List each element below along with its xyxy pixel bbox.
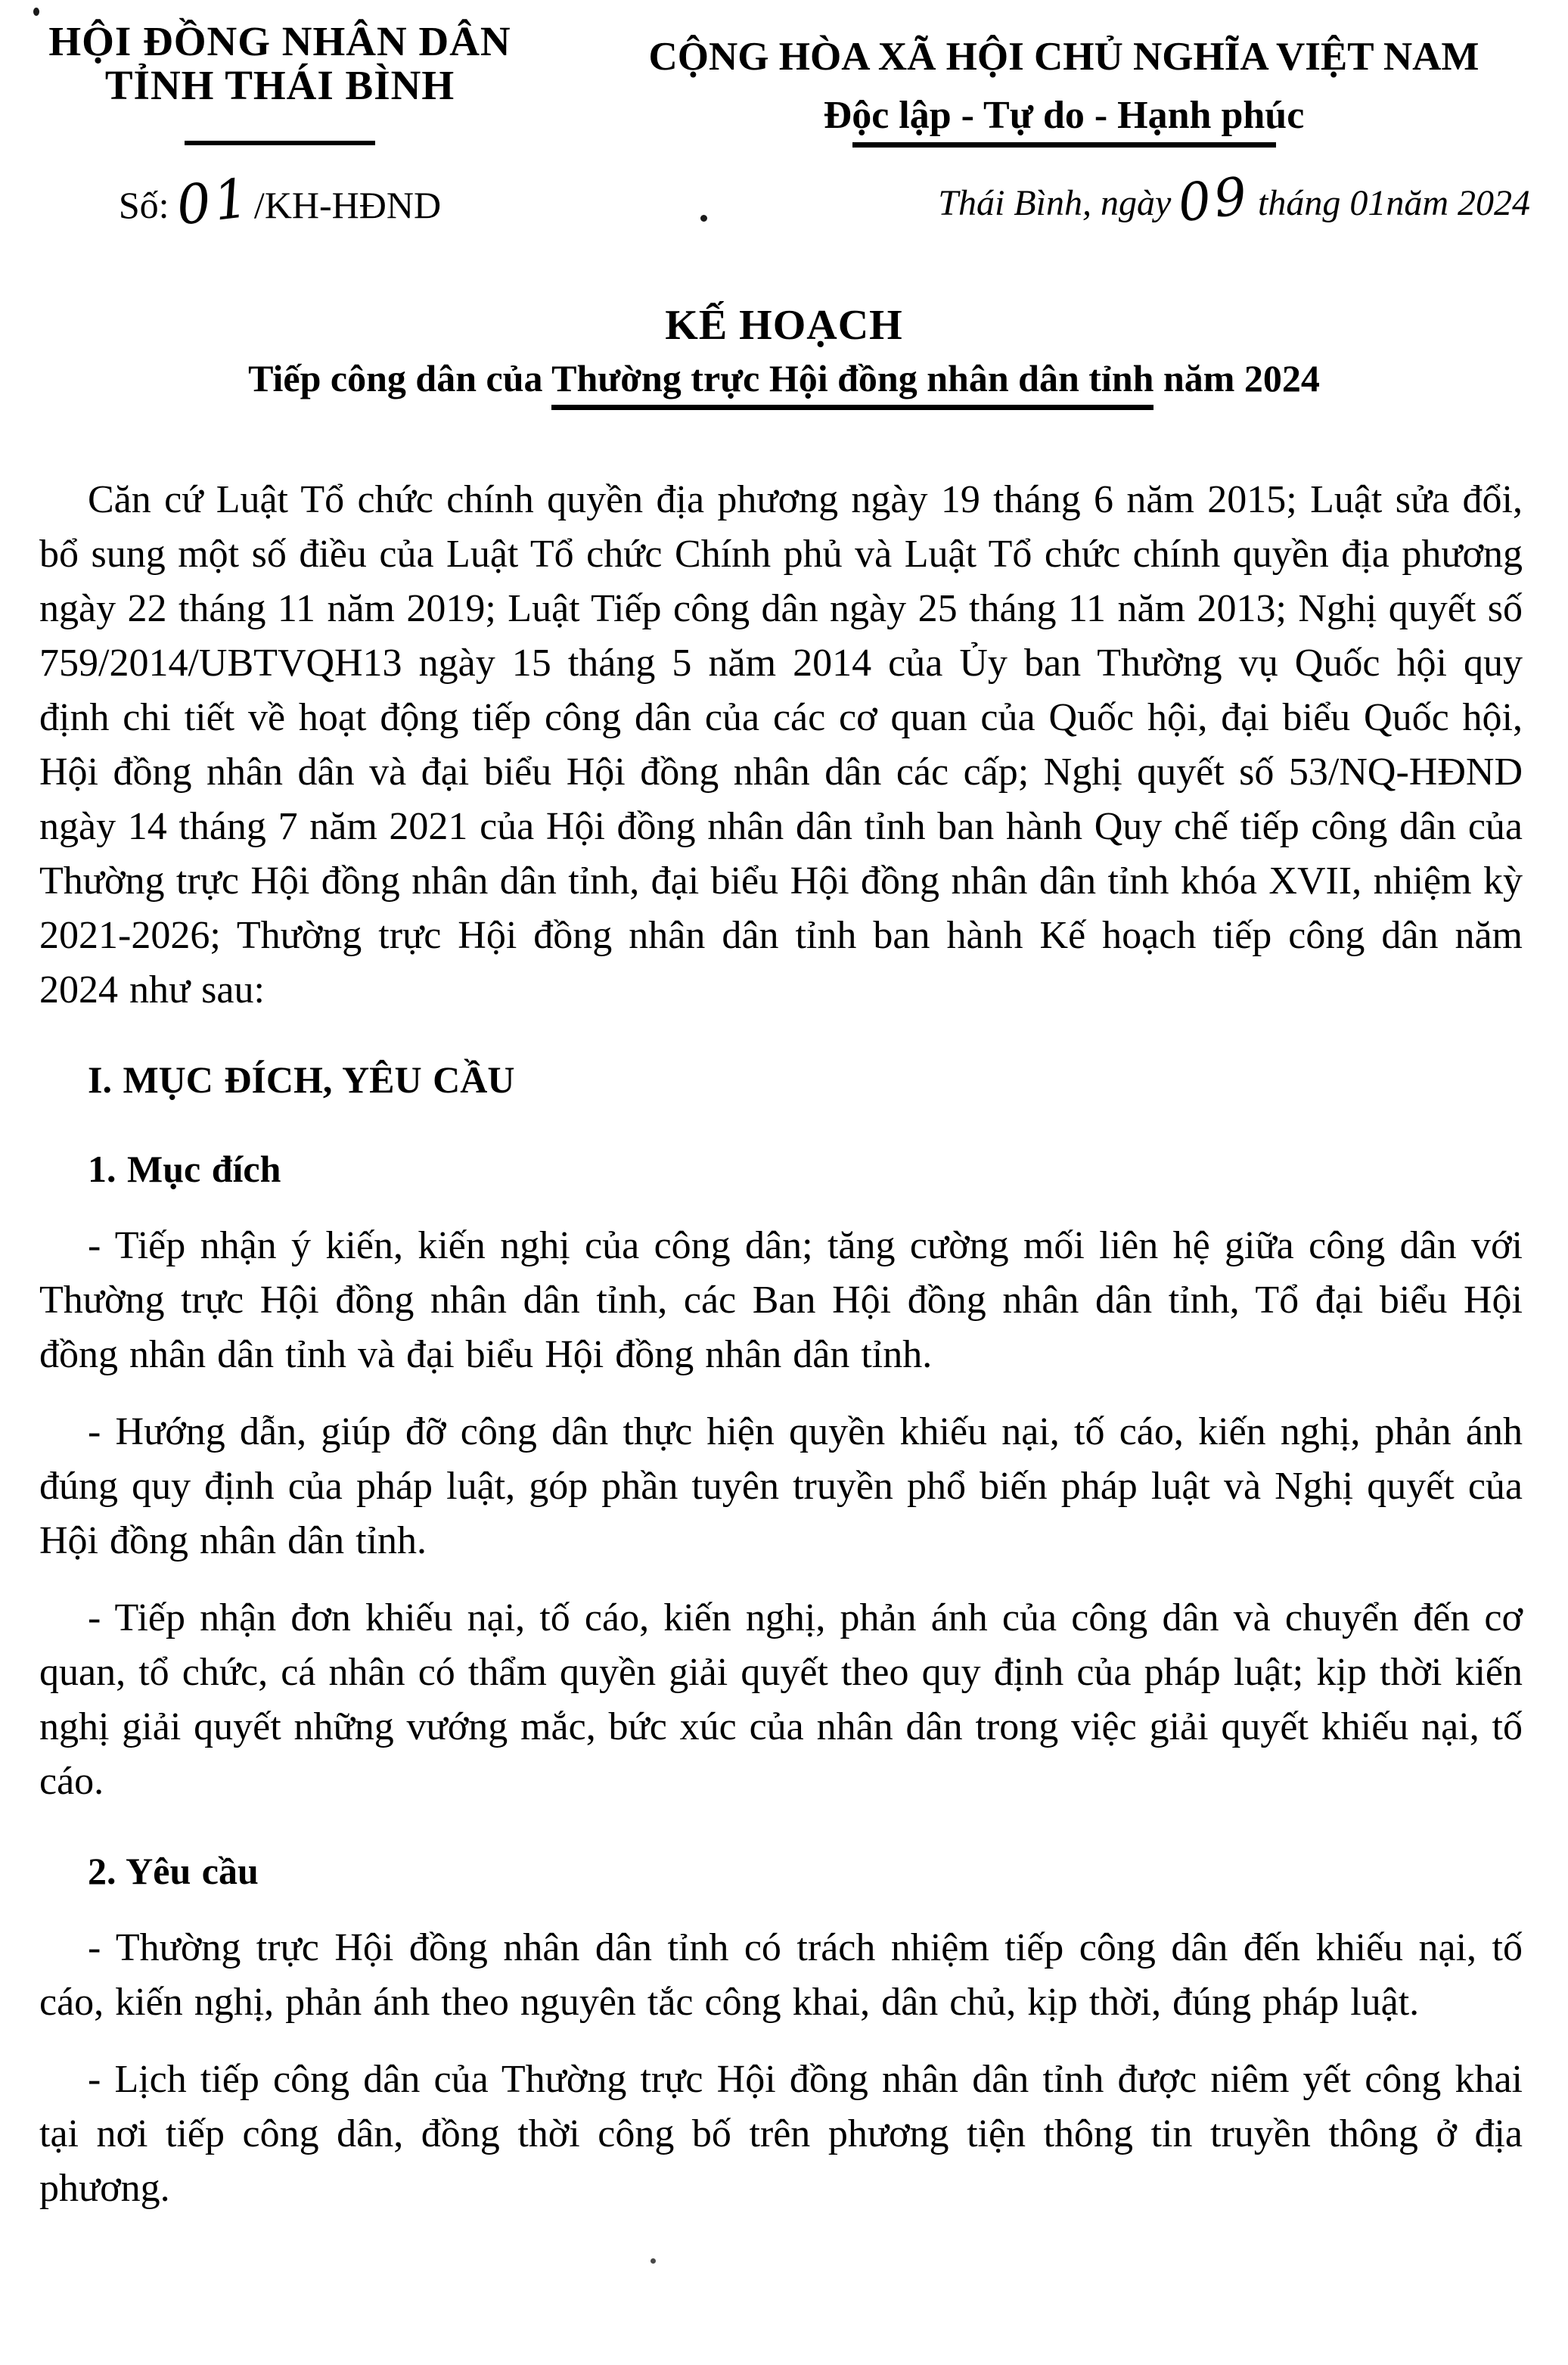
paragraph-requirement-1: - Thường trực Hội đồng nhân dân tỉnh có trách nhiệm tiếp công dân đến khiếu nại, tố cáo, kiến nghị, phản ánh theo nguyên tắc công khai, dân chủ, kịp thời, đúng pháp luật.: [39, 1926, 1523, 2024]
date-day-handwritten: 09: [1175, 166, 1254, 235]
subsection-heading-requirements: 2. Yêu cầu: [88, 1850, 259, 1892]
subtitle-suffix: năm 2024: [1153, 357, 1320, 399]
subsection-heading-purpose: 1. Mục đích: [88, 1148, 281, 1190]
agency-name-line1: HỘI ĐỒNG NHÂN DÂN: [48, 18, 511, 64]
date-suffix: tháng 01năm 2024: [1258, 183, 1530, 223]
document-subtitle: [0, 356, 1568, 400]
document-number-handwritten: 01: [172, 166, 255, 238]
paragraph-requirement-2: - Lịch tiếp công dân của Thường trực Hội đồng nhân dân tỉnh được niêm yết công khai tại nơi tiếp công dân, đồng thời công bố trên phương tiện thông tin truyền thông ở địa phương.: [39, 2058, 1523, 2210]
agency-underline-rule: [185, 141, 375, 145]
paragraph-purpose-3: - Tiếp nhận đơn khiếu nại, tố cáo, kiến nghị, phản ánh của công dân và chuyển đến cơ quan, tổ chức, cá nhân có thẩm quyền giải quyết theo quy định của pháp luật; kịp thời kiến nghị giải quyết những vướng mắc, bức xúc của nhân dân trong việc giải quyết khiếu nại, tố cáo.: [39, 1596, 1523, 1803]
national-title-line: CỘNG HÒA XÃ HỘI CHỦ NGHĨA VIỆT NAM: [648, 35, 1480, 79]
document-title: KẾ HOẠCH: [665, 302, 903, 349]
scan-speck: [650, 2258, 656, 2264]
scan-speck: [700, 215, 707, 222]
document-number-label: Số:: [118, 184, 169, 226]
date-prefix: Thái Bình, ngày: [938, 183, 1172, 223]
document-number-suffix: /KH-HĐND: [253, 184, 442, 226]
document-title-block: [0, 302, 1568, 400]
paragraph-legal-basis: Căn cứ Luật Tổ chức chính quyền địa phương ngày 19 tháng 6 năm 2015; Luật sửa đổi, bổ sung một số điều của Luật Tổ chức Chính phủ và Luật Tổ chức chính quyền địa phương ngày 22 tháng 11 năm 2019; Luật Tiếp công dân ngày 25 tháng 11 năm 2013; Nghị quyết số 759/2014/UBTVQH13 ngày 15 tháng 5 năm 2014 của Ủy ban Thường vụ Quốc hội quy định chi tiết về hoạt động tiếp công dân của các cơ quan của Quốc hội, đại biểu Quốc hội, Hội đồng nhân dân và đại biểu Hội đồng nhân dân các cấp; Nghị quyết số 53/NQ-HĐND ngày 14 tháng 7 năm 2021 của Hội đồng nhân dân tỉnh ban hành Quy chế tiếp công dân của Thường trực Hội đồng nhân dân tỉnh, đại biểu Hội đồng nhân dân tỉnh khóa XVII, nhiệm kỳ 2021-2026; Thường trực Hội đồng nhân dân tỉnh ban hành Kế hoạch tiếp công dân năm 2024 như sau:: [39, 478, 1523, 1012]
scan-speck: [33, 8, 39, 16]
paragraph-purpose-1: - Tiếp nhận ý kiến, kiến nghị của công dân; tăng cường mối liên hệ giữa công dân với Thường trực Hội đồng nhân dân tỉnh, các Ban Hội đồng nhân dân tỉnh, Tổ đại biểu Hội đồng nhân dân tỉnh và đại biểu Hội đồng nhân dân tỉnh.: [39, 1224, 1523, 1376]
section-heading-purpose-requirements: I. MỤC ĐÍCH, YÊU CẦU: [88, 1058, 515, 1101]
motto-underline-rule: [852, 142, 1276, 148]
document-header: [0, 0, 1568, 238]
national-motto-block: [560, 20, 1568, 235]
issuing-agency-block: [0, 18, 560, 238]
document-number-line: [0, 166, 560, 238]
document-body: [39, 473, 1523, 2216]
national-motto-line: Độc lập - Tự do - Hạnh phúc: [823, 94, 1305, 137]
place-date-line: [560, 166, 1568, 235]
paragraph-purpose-2: - Hướng dẫn, giúp đỡ công dân thực hiện quyền khiếu nại, tố cáo, kiến nghị, phản ánh đúng quy định của pháp luật, góp phần tuyên truyền phổ biến pháp luật và Nghị quyết của Hội đồng nhân dân tỉnh.: [39, 1410, 1523, 1562]
agency-name-line2: TỈNH THÁI BÌNH: [104, 62, 455, 108]
subtitle-prefix: Tiếp công dân của: [248, 357, 552, 399]
subtitle-underlined-phrase: Thường trực Hội đồng nhân dân tỉnh: [551, 357, 1153, 410]
